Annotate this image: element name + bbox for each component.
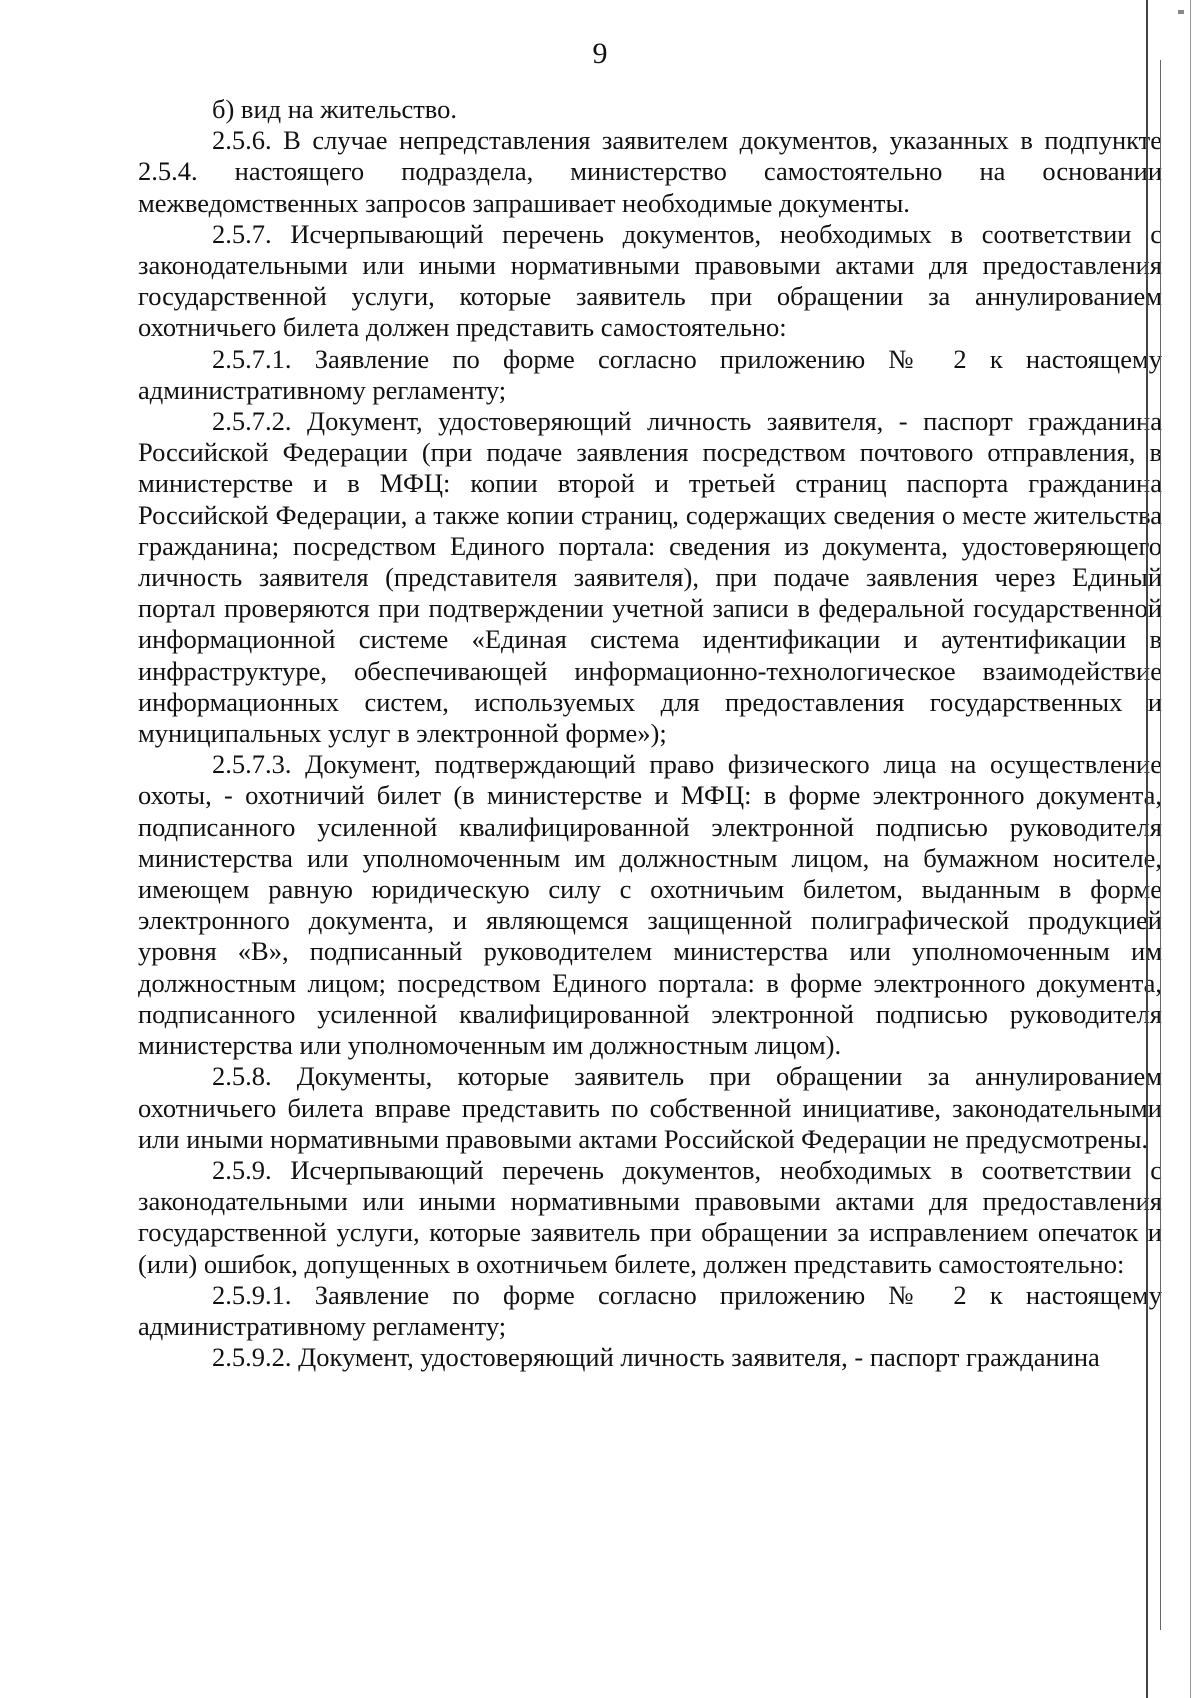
paragraph-2-5-7-2: 2.5.7.2. Документ, удостоверяющий личность заявителя, - паспорт гражданина Российской Федерации (при подаче заявления посредством почтового отправления, в министерстве и в МФЦ: копии второй и третьей страниц паспорта гражданина Российской Федерации, а также копии страниц, содержащих сведения о месте жительства гражданина; посредством Единого портала: сведения из документа, удостоверяющего личность заявителя (представителя заявителя), при подаче заявления через Единый портал проверяются при подтверждении учетной записи в федеральной государственной информационной системе «Единая система идентификации и аутентификации в инфраструктуре, обеспечивающей информационно-технологическое взаимодействие информационных систем, используемых для предоставления государственных и муниципальных услуг в электронной форме»); <box>138 406 1162 749</box>
paragraph-b-residence-permit: б) вид на жительство. <box>212 94 457 124</box>
paragraph-2-5-6: 2.5.6. В случае непредставления заявителем документов, указанных в подпункте 2.5.4. настоящего подраздела, министерство самостоятельно на основании межведомственных запросов запрашивает необходимые документы. <box>138 125 1162 218</box>
paragraph-2-5-7-1: 2.5.7.1. Заявление по форме согласно приложению № 2 к настоящему административному регламенту; <box>138 343 1162 405</box>
paragraph-2-5-9-1: 2.5.9.1. Заявление по форме согласно приложению № 2 к настоящему административному регламенту; <box>138 1279 1162 1341</box>
paragraph-2-5-7: 2.5.7. Исчерпывающий перечень документов, необходимых в соответствии с законодательными или иными нормативными правовыми актами для предоставления государственной услуги, которые заявитель при обращении за аннулированием охотничьего билета должен представить самостоятельно: <box>138 218 1162 343</box>
scan-edge-line-inner <box>1160 60 1161 1630</box>
scan-edge-line <box>1146 0 1148 1698</box>
paragraph-2-5-9-2: 2.5.9.2. Документ, удостоверяющий личность заявителя, - паспорт гражданина <box>212 1342 1100 1373</box>
page-number: 9 <box>592 37 608 70</box>
paragraph-2-5-7-3: 2.5.7.3. Документ, подтверждающий право физического лица на осуществление охоты, - охотничий билет (в министерстве и МФЦ: в форме электронного документа, подписанного усиленной квалифицированной электронной подписью руководителя министерства или уполномоченным им должностным лицом, на бумажном носителе, имеющем равную юридическую силу с охотничьим билетом, выданным в форме электронного документа, и являющемся защищенной полиграфической продукцией уровня «В», подписанный руководителем министерства или уполномоченным им должностным лицом; посредством Единого портала: в форме электронного документа, подписанного усиленной квалифицированной электронной подписью руководителя министерства или уполномоченным им должностным лицом). <box>138 749 1162 1061</box>
paragraph-2-5-8: 2.5.8. Документы, которые заявитель при обращении за аннулированием охотничьего билета вправе представить по собственной инициативе, законодательными или иными нормативными правовыми актами Российской Федерации не предусмотрены. <box>138 1061 1162 1154</box>
scan-edge-mark <box>1178 10 1184 14</box>
scan-edge-line-outer <box>1190 0 1191 1698</box>
document-body <box>138 94 1162 1373</box>
paragraph-2-5-9: 2.5.9. Исчерпывающий перечень документов, необходимых в соответствии с законодательными или иными нормативными правовыми актами для предоставления государственной услуги, которые заявитель при обращении за исправлением опечаток и (или) ошибок, допущенных в охотничьем билете, должен представить самостоятельно: <box>138 1154 1162 1279</box>
